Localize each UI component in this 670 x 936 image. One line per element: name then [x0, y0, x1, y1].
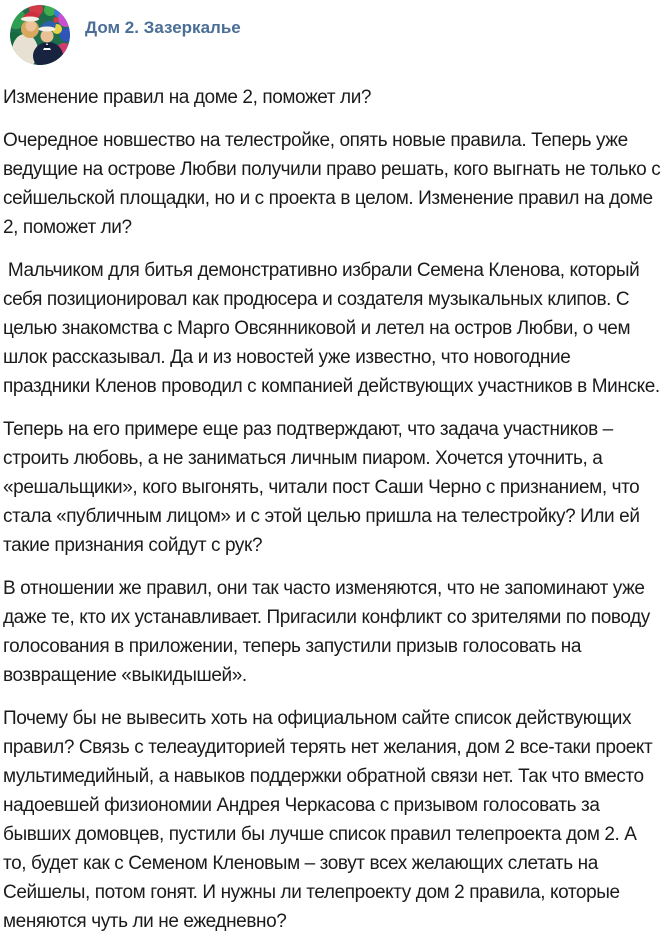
group-avatar-image — [10, 5, 70, 65]
post-body — [0, 83, 670, 936]
group-avatar[interactable] — [10, 5, 70, 65]
post-header — [0, 0, 670, 83]
post-paragraph: Мальчиком для битья демонстративно избрали Семена Кленова, который себя позиционировал как продюсера и создателя музыкальных клипов. С целью знакомства с Марго Овсянниковой и летел на остров Любви, о чем шлок рассказывал. Да и из новостей уже известно, что новогодние праздники Кленов проводил с компанией действующих участников в Минске. — [3, 260, 660, 397]
post-paragraph: Изменение правил на доме 2, поможет ли? — [3, 87, 372, 108]
group-name-link[interactable]: Дом 2. Зазеркалье — [85, 18, 241, 37]
post-paragraph: Теперь на его примере еще раз подтверждают, что задача участников – строить любовь, а не заниматься личным пиаром. Хочется уточнить, а «решальщики», кого выгонять, читали пост Саши Черно с признанием, что стала «публичным лицом» и с этой целью пришла на телестройку? Или ей такие признания сойдут с рук? — [3, 419, 645, 556]
post-paragraph: В отношении же правил, они так часто изменяются, что не запоминают уже даже те, кто их устанавливает. Пригасили конфликт со зрителями по поводу голосования в приложении, теперь запустили призыв голосовать на возвращение «выкидышей». — [3, 578, 655, 686]
post-paragraph: Очередное новшество на телестройке, опять новые правила. Теперь уже ведущие на острове Любви получили право решать, кого выгнать не только с сейшельской площадки, но и с проекта в целом. Изменение правил на доме 2, поможет ли? — [3, 130, 666, 238]
post-paragraph: Почему бы не вывесить хоть на официальном сайте список действующих правил? Связь с телеаудиторией терять нет желания, дом 2 все-таки проект мультимедийный, а навыков поддержки обратной связи нет. Так что вместо надоевшей физиономии Андрея Черкасова с призывом голосовать за бывших домовцев, пустили бы лучше список правил телепроекта дом 2. А то, будет как с Семеном Кленовым – зовут всех желающих слетать на Сейшелы, потом гонят. И нужны ли телепроекту дом 2 правила, которые меняются чуть ли не ежедневно? — [3, 708, 658, 932]
